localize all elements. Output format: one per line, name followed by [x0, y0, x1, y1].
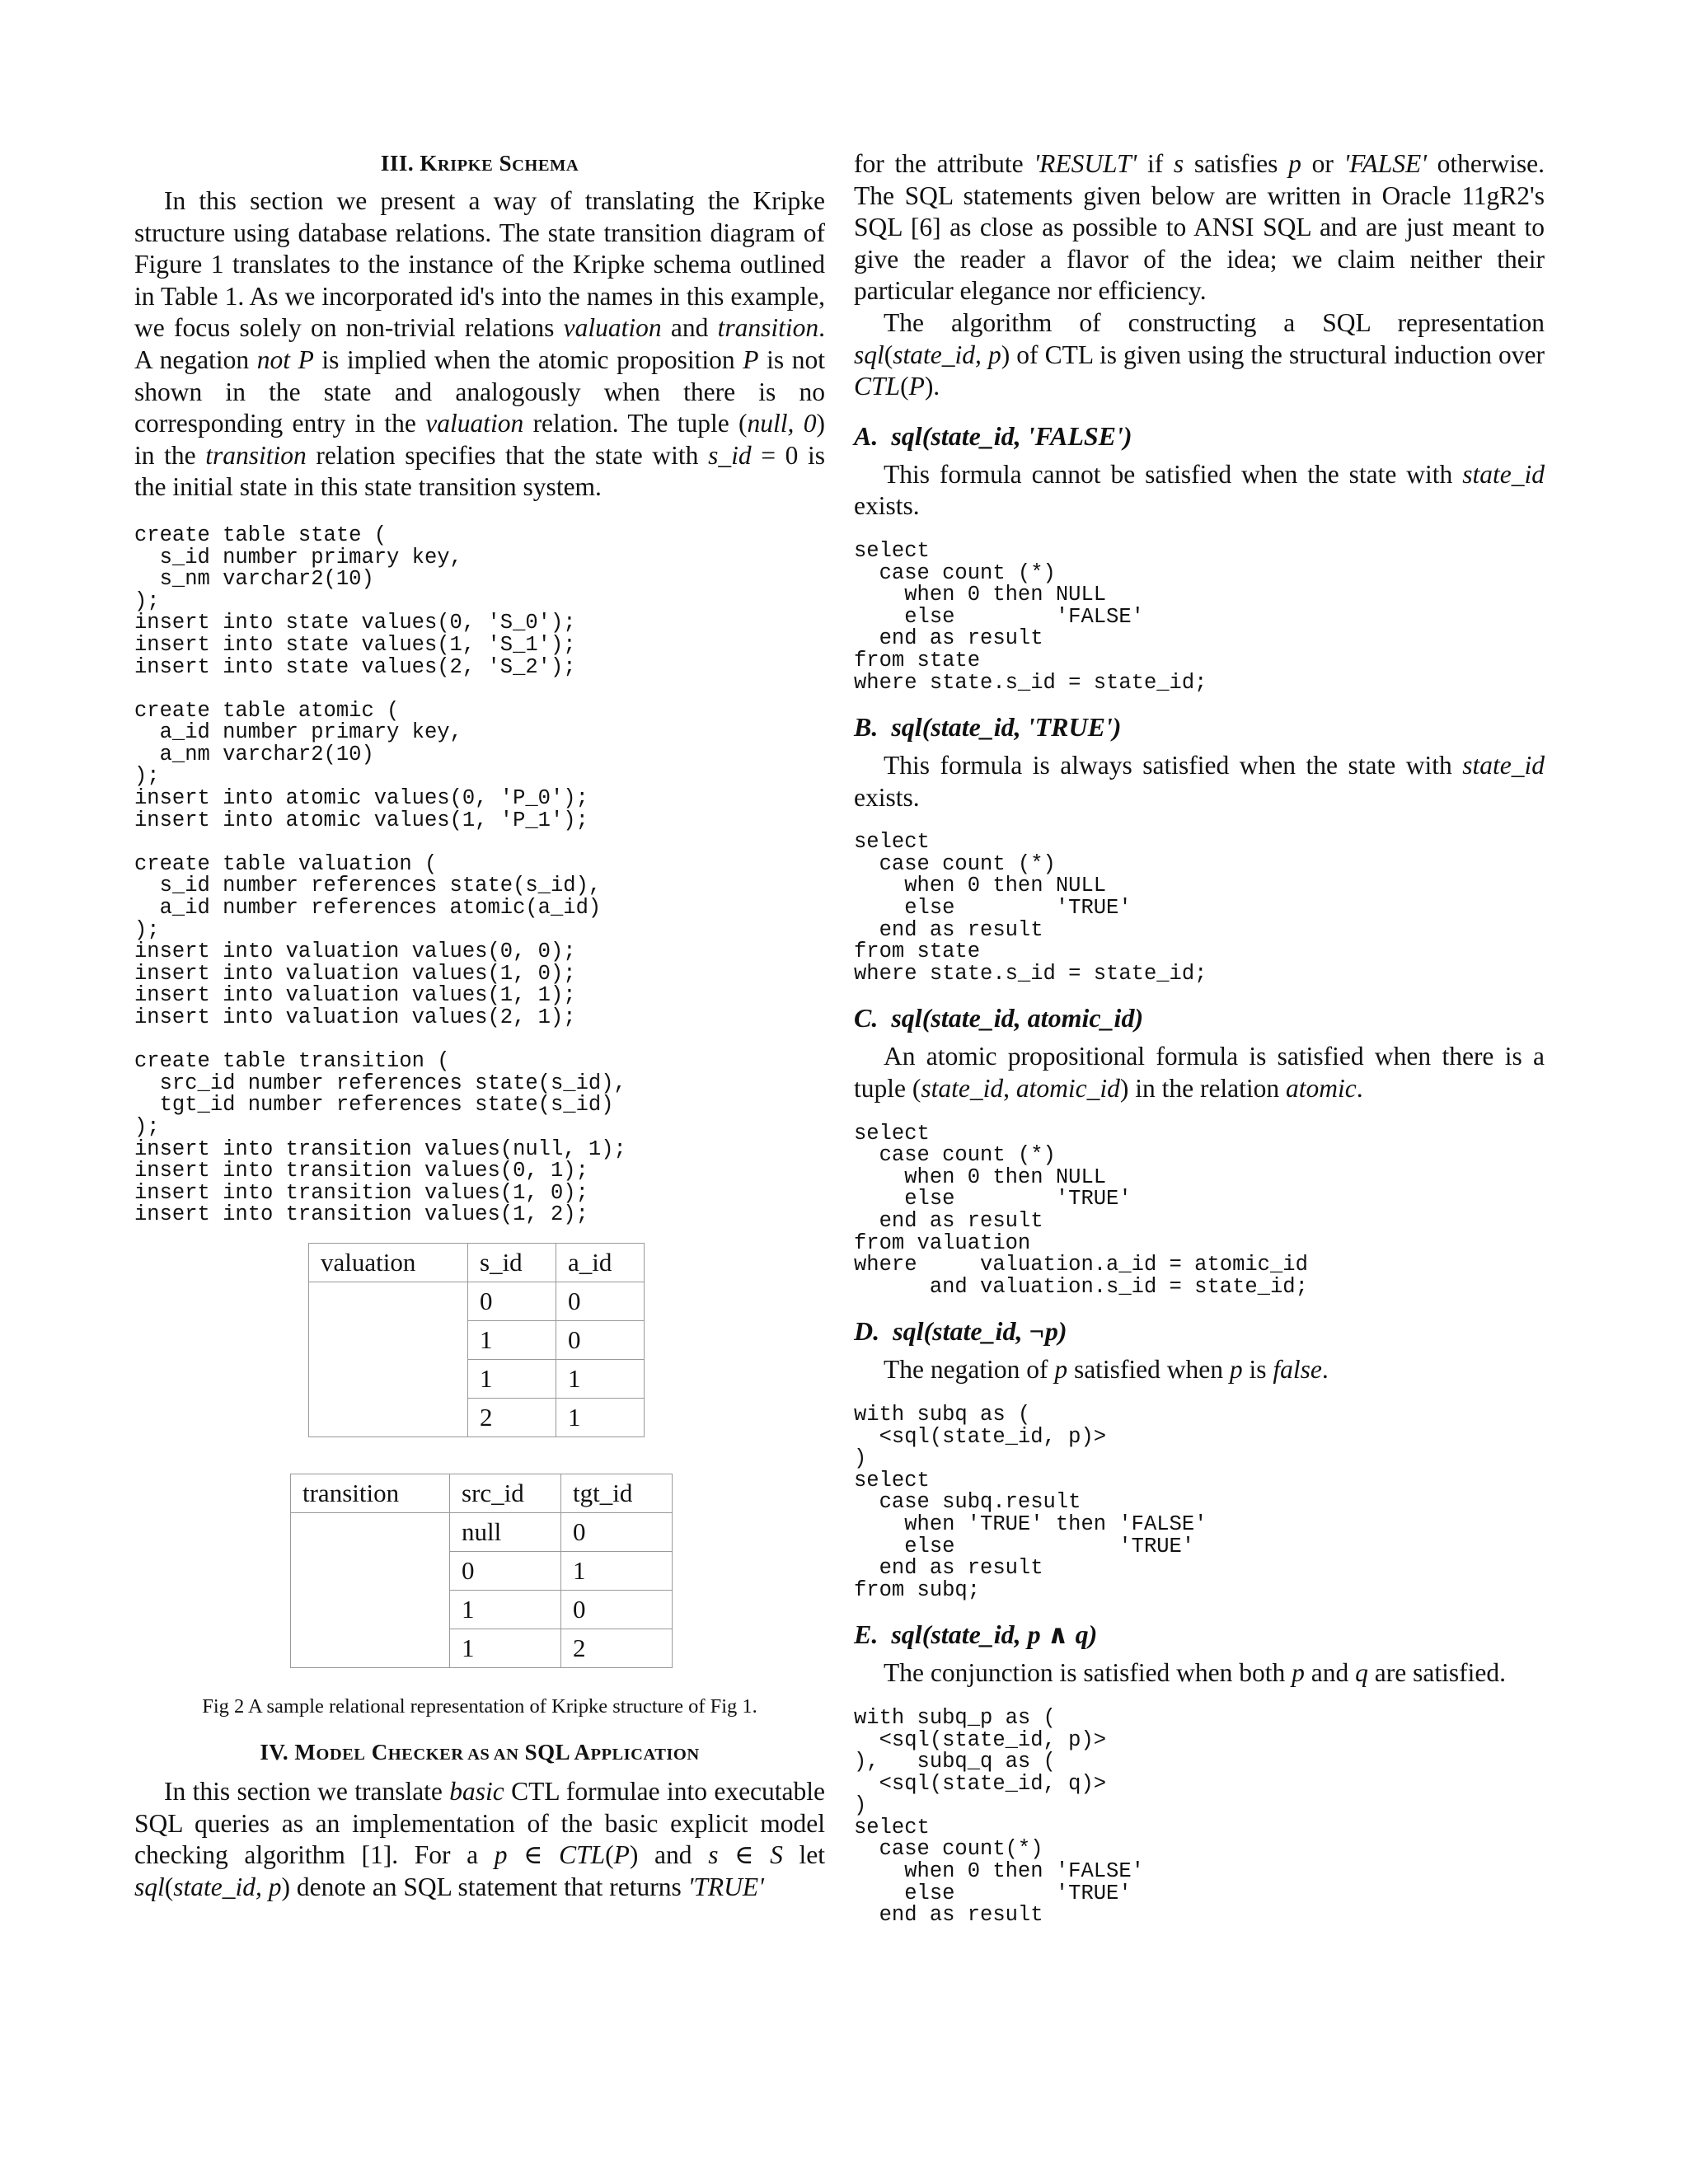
p-text: In this section we translate	[164, 1776, 450, 1806]
p-text: The negation of	[884, 1355, 1055, 1385]
p-italic: p	[1229, 1355, 1243, 1385]
subsection-title: sql(state_id, p ∧ q)	[891, 1619, 1098, 1650]
subsection-d-heading	[854, 1315, 1545, 1347]
valuation-table	[308, 1243, 645, 1437]
p-italic: transition	[717, 313, 819, 343]
p-italic: transition	[205, 440, 307, 470]
subsection-d-text	[854, 1354, 1545, 1386]
p-italic: 'TRUE'	[687, 1872, 764, 1901]
p-italic: 'RESULT'	[1034, 149, 1137, 178]
p-text: or	[1301, 149, 1344, 178]
heading-m: M	[294, 1739, 316, 1765]
p-text: let	[782, 1840, 825, 1870]
heading-roman: III.	[380, 151, 420, 176]
p-italic: not P	[256, 344, 314, 374]
p-text: (	[164, 1872, 174, 1901]
table-cell: 2	[468, 1398, 556, 1436]
blank-cell	[309, 1320, 468, 1359]
left-column	[134, 148, 825, 1903]
p-text: and	[1304, 1658, 1356, 1688]
section-4-paragraph-1	[134, 1776, 825, 1903]
section-4-heading	[134, 1737, 825, 1769]
p-italic: CTL	[559, 1840, 606, 1870]
p-text: = 0 is the initial state in this state transition system.	[134, 440, 825, 502]
p-italic: atomic	[1286, 1074, 1357, 1104]
p-text: The algorithm of constructing a SQL representation	[884, 307, 1545, 337]
p-text: ) in the relation	[1119, 1074, 1287, 1104]
table-cell: 0	[556, 1320, 645, 1359]
p-italic: 'FALSE'	[1343, 149, 1427, 178]
blank-cell	[291, 1512, 450, 1551]
table-row	[291, 1551, 673, 1590]
p-text: (	[605, 1840, 614, 1870]
p-italic: valuation	[563, 313, 662, 343]
table-cell: 1	[450, 1590, 561, 1629]
section-4-paragraph-3	[854, 307, 1545, 403]
p-text: is implied when the atomic proposition	[313, 344, 743, 374]
column-header: tgt_id	[561, 1474, 673, 1512]
subsection-title: sql(state_id, 'FALSE')	[891, 420, 1132, 451]
right-column	[854, 148, 1545, 1927]
p-italic: p	[1288, 149, 1301, 178]
table-cell: 2	[561, 1629, 673, 1667]
table-cell: 0	[561, 1512, 673, 1551]
p-text: An atomic propositional formula is satisfied when there is a tuple (	[854, 1042, 1545, 1104]
table-row	[309, 1243, 645, 1282]
heading-chema: CHEMA	[512, 157, 579, 175]
p-text: satisfied when	[1067, 1355, 1230, 1385]
heading-k: K	[420, 151, 438, 176]
p-text: This formula cannot be satisfied when the state with	[884, 459, 1463, 489]
p-text: ) denote an SQL statement that returns	[281, 1872, 688, 1901]
p-italic: P	[743, 344, 759, 374]
subsection-a-heading	[854, 419, 1545, 452]
heading-roman: IV.	[260, 1739, 295, 1765]
table-cell: 1	[556, 1398, 645, 1436]
table-cell: 0	[556, 1282, 645, 1320]
subsection-e-heading	[854, 1618, 1545, 1651]
subsection-title: sql(state_id, 'TRUE')	[891, 712, 1122, 743]
heading-pplication: PPLICATION	[590, 1745, 700, 1764]
subsection-e-text	[854, 1657, 1545, 1690]
p-text: are satisfied.	[1367, 1658, 1506, 1688]
column-header: a_id	[556, 1243, 645, 1282]
p-text: This formula is always satisfied when the state with	[884, 751, 1463, 780]
p-text: exists.	[854, 491, 920, 521]
table-cell: 0	[450, 1551, 561, 1590]
section-3-heading	[134, 148, 825, 180]
heading-hecker: HECKER AS AN	[387, 1745, 519, 1764]
table-name-cell: transition	[291, 1474, 450, 1512]
p-italic: sql	[854, 340, 884, 369]
heading-s: S	[493, 151, 513, 176]
figure-caption: Fig 2 A sample relational representation of Kripke structure of Fig 1.	[202, 1694, 757, 1718]
subsection-d-code: with subq as ( <sql(state_id, p)> ) select case subq.result when 'TRUE' then 'FALSE' else 'TRUE' end as result from subq;	[854, 1402, 1207, 1602]
p-text: CTL formulae into executable SQL queries as an implementation of the basic explicit model checking algorithm [1]. For a	[134, 1776, 825, 1870]
heading-sql: SQL A	[518, 1739, 591, 1765]
p-italic: p	[1292, 1658, 1305, 1688]
blank-cell	[291, 1590, 450, 1629]
p-italic: P	[908, 372, 925, 401]
table-cell: 0	[561, 1590, 673, 1629]
table-row	[309, 1282, 645, 1320]
blank-cell	[291, 1551, 450, 1590]
p-text: relation. The tuple (	[523, 409, 748, 438]
p-text: if	[1137, 149, 1174, 178]
table-cell: 1	[450, 1629, 561, 1667]
subsection-c-code: select case count (*) when 0 then NULL else 'TRUE' end as result from valuation where valuation.a_id = atomic_id and valuation.s_id = state_id;	[854, 1121, 1308, 1299]
table-cell: 1	[561, 1551, 673, 1590]
p-text: (	[884, 340, 893, 369]
subsection-title: sql(state_id, atomic_id)	[891, 1003, 1144, 1033]
p-italic: q	[1355, 1658, 1368, 1688]
blank-cell	[309, 1359, 468, 1398]
p-text: The conjunction is satisfied when both	[884, 1658, 1292, 1688]
table-cell: 1	[468, 1320, 556, 1359]
p-italic: state_id, p	[173, 1872, 282, 1901]
heading-c: C	[365, 1739, 388, 1765]
p-italic: CTL	[854, 372, 901, 401]
heading-odel: ODEL	[316, 1745, 366, 1764]
p-text: ,	[1003, 1074, 1016, 1104]
p-italic: state_id, p	[893, 340, 1001, 369]
p-italic: atomic_id	[1015, 1074, 1120, 1104]
subsection-b-code: select case count (*) when 0 then NULL else 'TRUE' end as result from state where state.s_id = state_id;	[854, 830, 1207, 986]
table-row	[309, 1320, 645, 1359]
p-text: for the attribute	[854, 149, 1034, 178]
blank-cell	[309, 1282, 468, 1320]
p-italic: p	[1054, 1355, 1068, 1385]
p-text: . A negation	[134, 313, 826, 374]
column-header: s_id	[468, 1243, 556, 1282]
blank-cell	[291, 1629, 450, 1667]
subsection-label: A.	[854, 420, 879, 451]
section-3-paragraph	[134, 185, 825, 504]
table-cell: null	[450, 1512, 561, 1551]
kripke-schema-sql-code: create table state ( s_id number primary key, s_nm varchar2(10) ); insert into state values(0, 'S_0'); insert into state values(1, 'S_1'); insert into state values(2, 'S_2'); create table atomic ( a_id number primary key, a_nm varchar2(10) ); insert into atomic values(0, 'P_0'); insert into atomic values(1, 'P_1'); create table valuation ( s_id number references state(s_id), a_id number references atomic(a_id) ); insert into valuation values(0, 0); insert into valuation values(1, 0); insert into valuation values(1, 1); insert into valuation values(2, 1); create table transition ( src_id number references state(s_id), tgt_id number references state(s_id) ); insert into transition values(null, 1); insert into transition values(0, 1); insert into transition values(1, 0); insert into transition values(1, 2);	[134, 523, 626, 1227]
p-italic: s_id	[708, 440, 752, 470]
p-italic: p	[494, 1840, 508, 1870]
p-text: is not shown in the state and analogously when there is no corresponding entry in the	[134, 344, 825, 438]
p-text: ∈	[507, 1840, 560, 1870]
table-row	[309, 1359, 645, 1398]
subsection-b-heading	[854, 710, 1545, 743]
subsection-title: sql(state_id, ¬p)	[893, 1316, 1067, 1347]
blank-cell	[309, 1398, 468, 1436]
p-italic: sql	[134, 1872, 165, 1901]
table-row	[291, 1590, 673, 1629]
p-text: ) of CTL is given using the structural induction over	[1001, 340, 1545, 369]
subsection-label: B.	[854, 712, 879, 743]
p-text: In this section we present a way of translating the Kripke structure using database relations. The state transition diagram of Figure 1 translates to the instance of the Kripke schema outlined in Table 1. As we incorporated id's into the names in this example, we focus solely on non-trivial relations	[134, 186, 825, 343]
p-italic: false	[1273, 1355, 1322, 1385]
p-text: and	[661, 313, 718, 343]
p-text: is	[1242, 1355, 1273, 1385]
p-text: ).	[924, 372, 940, 401]
p-italic: s	[708, 1840, 719, 1870]
table-cell: 1	[468, 1359, 556, 1398]
p-italic: basic	[449, 1776, 504, 1806]
p-text: .	[1356, 1074, 1363, 1104]
p-italic: state_id	[1462, 459, 1545, 489]
p-italic: S	[770, 1840, 783, 1870]
p-text: ) and	[629, 1840, 709, 1870]
p-italic: s	[1173, 149, 1184, 178]
table-row	[309, 1398, 645, 1436]
subsection-label: D.	[854, 1316, 880, 1347]
p-italic: null, 0	[747, 409, 817, 438]
table-name-cell: valuation	[309, 1243, 468, 1282]
subsection-c-heading	[854, 1001, 1545, 1034]
subsection-c-text	[854, 1041, 1545, 1104]
p-text: ∈	[718, 1840, 771, 1870]
table-row	[291, 1629, 673, 1667]
subsection-e-code: with subq_p as ( <sql(state_id, p)> ), subq_q as ( <sql(state_id, q)> ) select case count(*) when 0 then 'FALSE' else 'TRUE' end as result	[854, 1705, 1144, 1928]
p-italic: valuation	[425, 409, 524, 438]
p-text: relation specifies that the state with	[306, 440, 709, 470]
p-text: exists.	[854, 782, 920, 812]
subsection-label: E.	[854, 1619, 879, 1650]
transition-table	[290, 1474, 673, 1668]
section-4-paragraph-2	[854, 148, 1545, 307]
p-text: otherwise. The SQL statements given below are written in Oracle 11gR2's SQL [6] as close as possible to ANSI SQL and are just meant to give the reader a flavor of the idea; we claim neither their particular elegance nor efficiency.	[854, 149, 1545, 306]
table-row	[291, 1474, 673, 1512]
subsection-a-text	[854, 459, 1545, 523]
p-italic: state_id	[921, 1074, 1004, 1104]
table-row	[291, 1512, 673, 1551]
table-cell: 1	[556, 1359, 645, 1398]
p-text: .	[1321, 1355, 1329, 1385]
p-italic: state_id	[1462, 751, 1545, 780]
p-text: satisfies	[1184, 149, 1289, 178]
p-text: (	[900, 372, 909, 401]
column-header: src_id	[450, 1474, 561, 1512]
subsection-b-text	[854, 750, 1545, 813]
subsection-a-code: select case count (*) when 0 then NULL else 'FALSE' end as result from state where state.s_id = state_id;	[854, 538, 1207, 695]
p-italic: P	[613, 1840, 630, 1870]
p-text: ) in the	[134, 409, 825, 470]
table-cell: 0	[468, 1282, 556, 1320]
heading-ripke: RIPKE	[437, 157, 494, 175]
subsection-label: C.	[854, 1003, 879, 1033]
